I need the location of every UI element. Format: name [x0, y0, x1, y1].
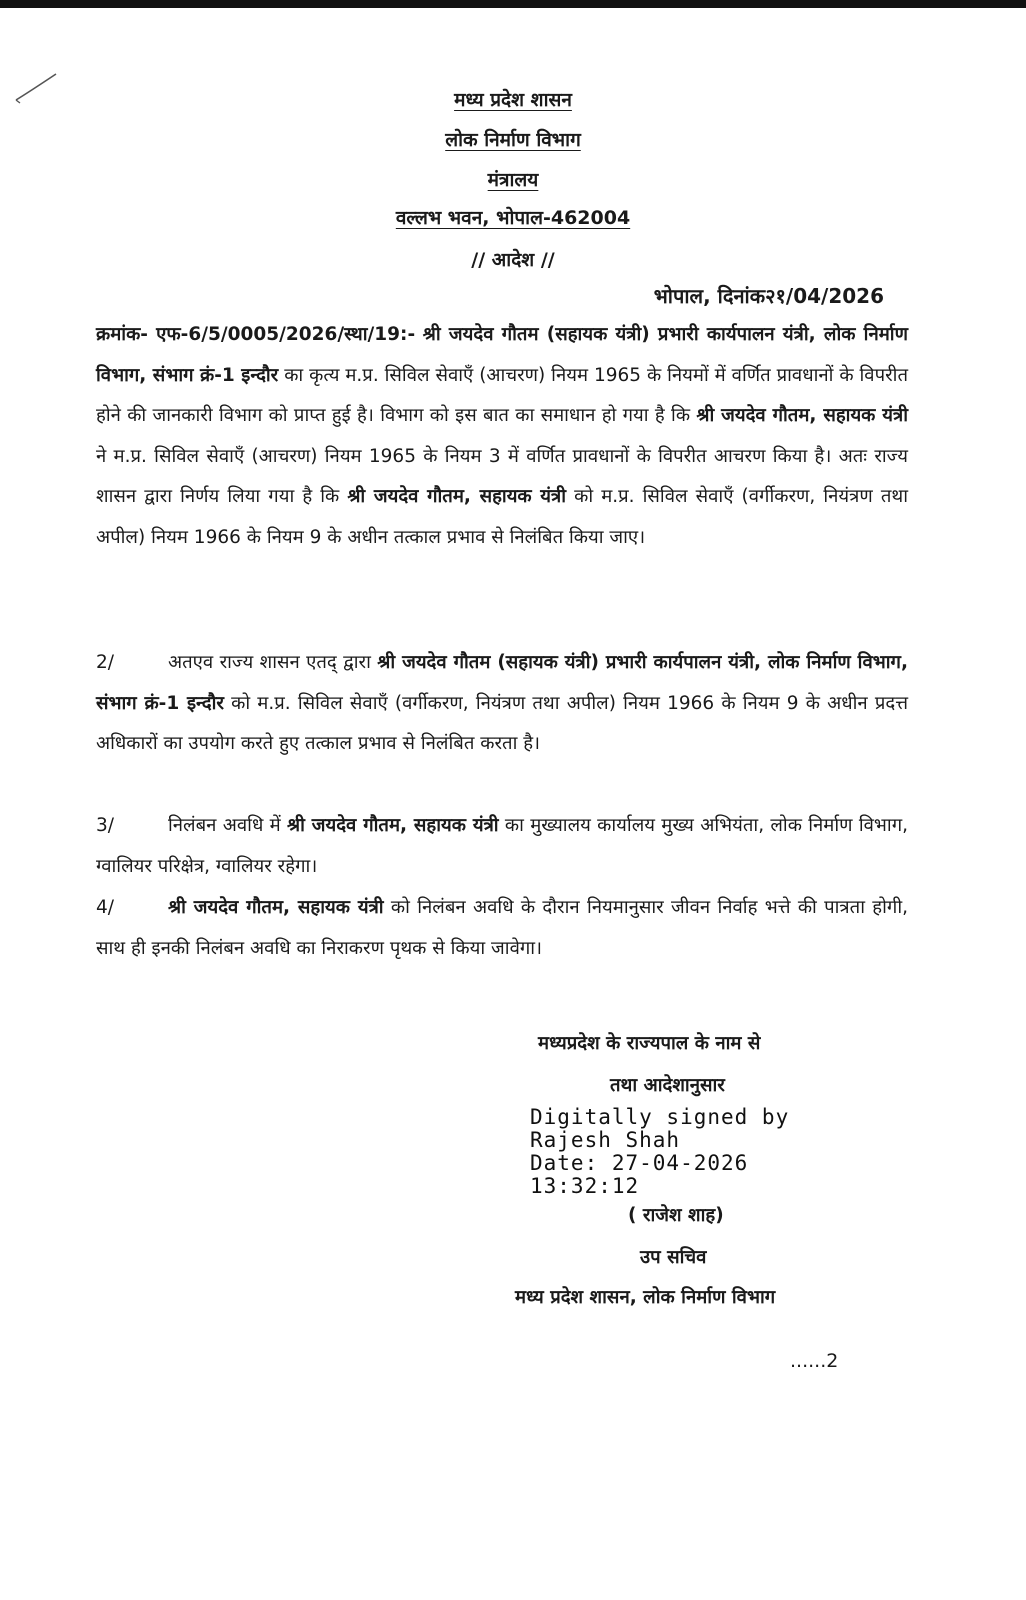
- signature-authority-line1: मध्यप्रदेश के राज्यपाल के नाम से: [538, 1033, 761, 1054]
- paragraph-3: 3/ निलंबन अवधि में श्री जयदेव गौतम, सहायक यंत्री का मुख्यालय कार्यालय मुख्य अभियंता, लोक निर्माण विभाग, ग्वालियर परिक्षेत्र, ग्वालियर रहेगा।: [96, 806, 908, 887]
- top-edge-bar: [0, 0, 1026, 8]
- header-department: लोक निर्माण विभाग: [445, 129, 581, 151]
- paragraph-1: क्रमांक- एफ-6/5/0005/2026/स्था/19:- श्री जयदेव गौतम (सहायक यंत्री) प्रभारी कार्यपालन यंत्री, लोक निर्माण विभाग, संभाग क्रं-1 इन्दौर का कृत्य म.प्र. सिविल सेवाएँ (आचरण) नियम 1965 के नियमों में वर्णित प्रावधानों के विपरीत होने की जानकारी विभाग को प्राप्त हुई है। विभाग को इस बात का समाधान हो गया है कि श्री जयदेव गौतम, सहायक यंत्री ने म.प्र. सिविल सेवाएँ (आचरण) नियम 1965 के नियम 3 में वर्णित प्रावधानों के विपरीत आचरण किया है। अतः राज्य शासन द्वारा निर्णय लिया गया है कि श्री जयदेव गौतम, सहायक यंत्री को म.प्र. सिविल सेवाएँ (वर्गीकरण, नियंत्रण तथा अपील) नियम 1966 के नियम 9 के अधीन तत्काल प्रभाव से निलंबित किया जाए।: [96, 324, 908, 548]
- order-date: भोपाल, दिनांक२१/04/2026: [653, 284, 884, 308]
- header-address: वल्लभ भवन, भोपाल-462004: [395, 207, 631, 229]
- paragraph-2: 2/ अतएव राज्य शासन एतद् द्वारा श्री जयदेव गौतम (सहायक यंत्री) प्रभारी कार्यपालन यंत्री, लोक निर्माण विभाग, संभाग क्रं-1 इन्दौर को म.प्र. सिविल सेवाएँ (वर्गीकरण, नियंत्रण तथा अपील) नियम 1966 के नियम 9 के अधीन प्रदत्त अधिकारों का उपयोग करते हुए तत्काल प्रभाव से निलंबित करता है।: [96, 643, 908, 765]
- header-government: मध्य प्रदेश शासन: [454, 89, 572, 111]
- signatory-name: ( राजेश शाह): [628, 1205, 724, 1226]
- order-title: // आदेश //: [471, 249, 555, 271]
- paragraph-4: 4/ श्री जयदेव गौतम, सहायक यंत्री को निलंबन अवधि के दौरान नियमानुसार जीवन निर्वाह भत्ते की पात्रता होगी, साथ ही इनकी निलंबन अवधि का निराकरण पृथक से किया जावेगा।: [96, 888, 908, 969]
- signatory-office: मध्य प्रदेश शासन, लोक निर्माण विभाग: [515, 1287, 776, 1308]
- digital-signature: Digitally signed by Rajesh Shah Date: 27-04-2026 13:32:12: [530, 1105, 790, 1198]
- header-ministry: मंत्रालय: [487, 169, 539, 191]
- officer-name: श्री जयदेव गौतम (सहायक यंत्री) प्रभारी कार्यपालन यंत्री, लोक निर्माण विभाग, संभाग क्रं-1 इन्दौर: [96, 324, 908, 386]
- page-continuation: ......2: [790, 1350, 839, 1372]
- signature-authority-line2: तथा आदेशानुसार: [610, 1075, 725, 1096]
- paragraph-number: 2/: [96, 652, 115, 673]
- signatory-designation: उप सचिव: [640, 1247, 707, 1268]
- paragraph-number: 3/: [96, 815, 115, 836]
- paragraph-number: 4/: [96, 897, 115, 918]
- order-reference: क्रमांक- एफ-6/5/0005/2026/स्था/19:-: [96, 324, 416, 345]
